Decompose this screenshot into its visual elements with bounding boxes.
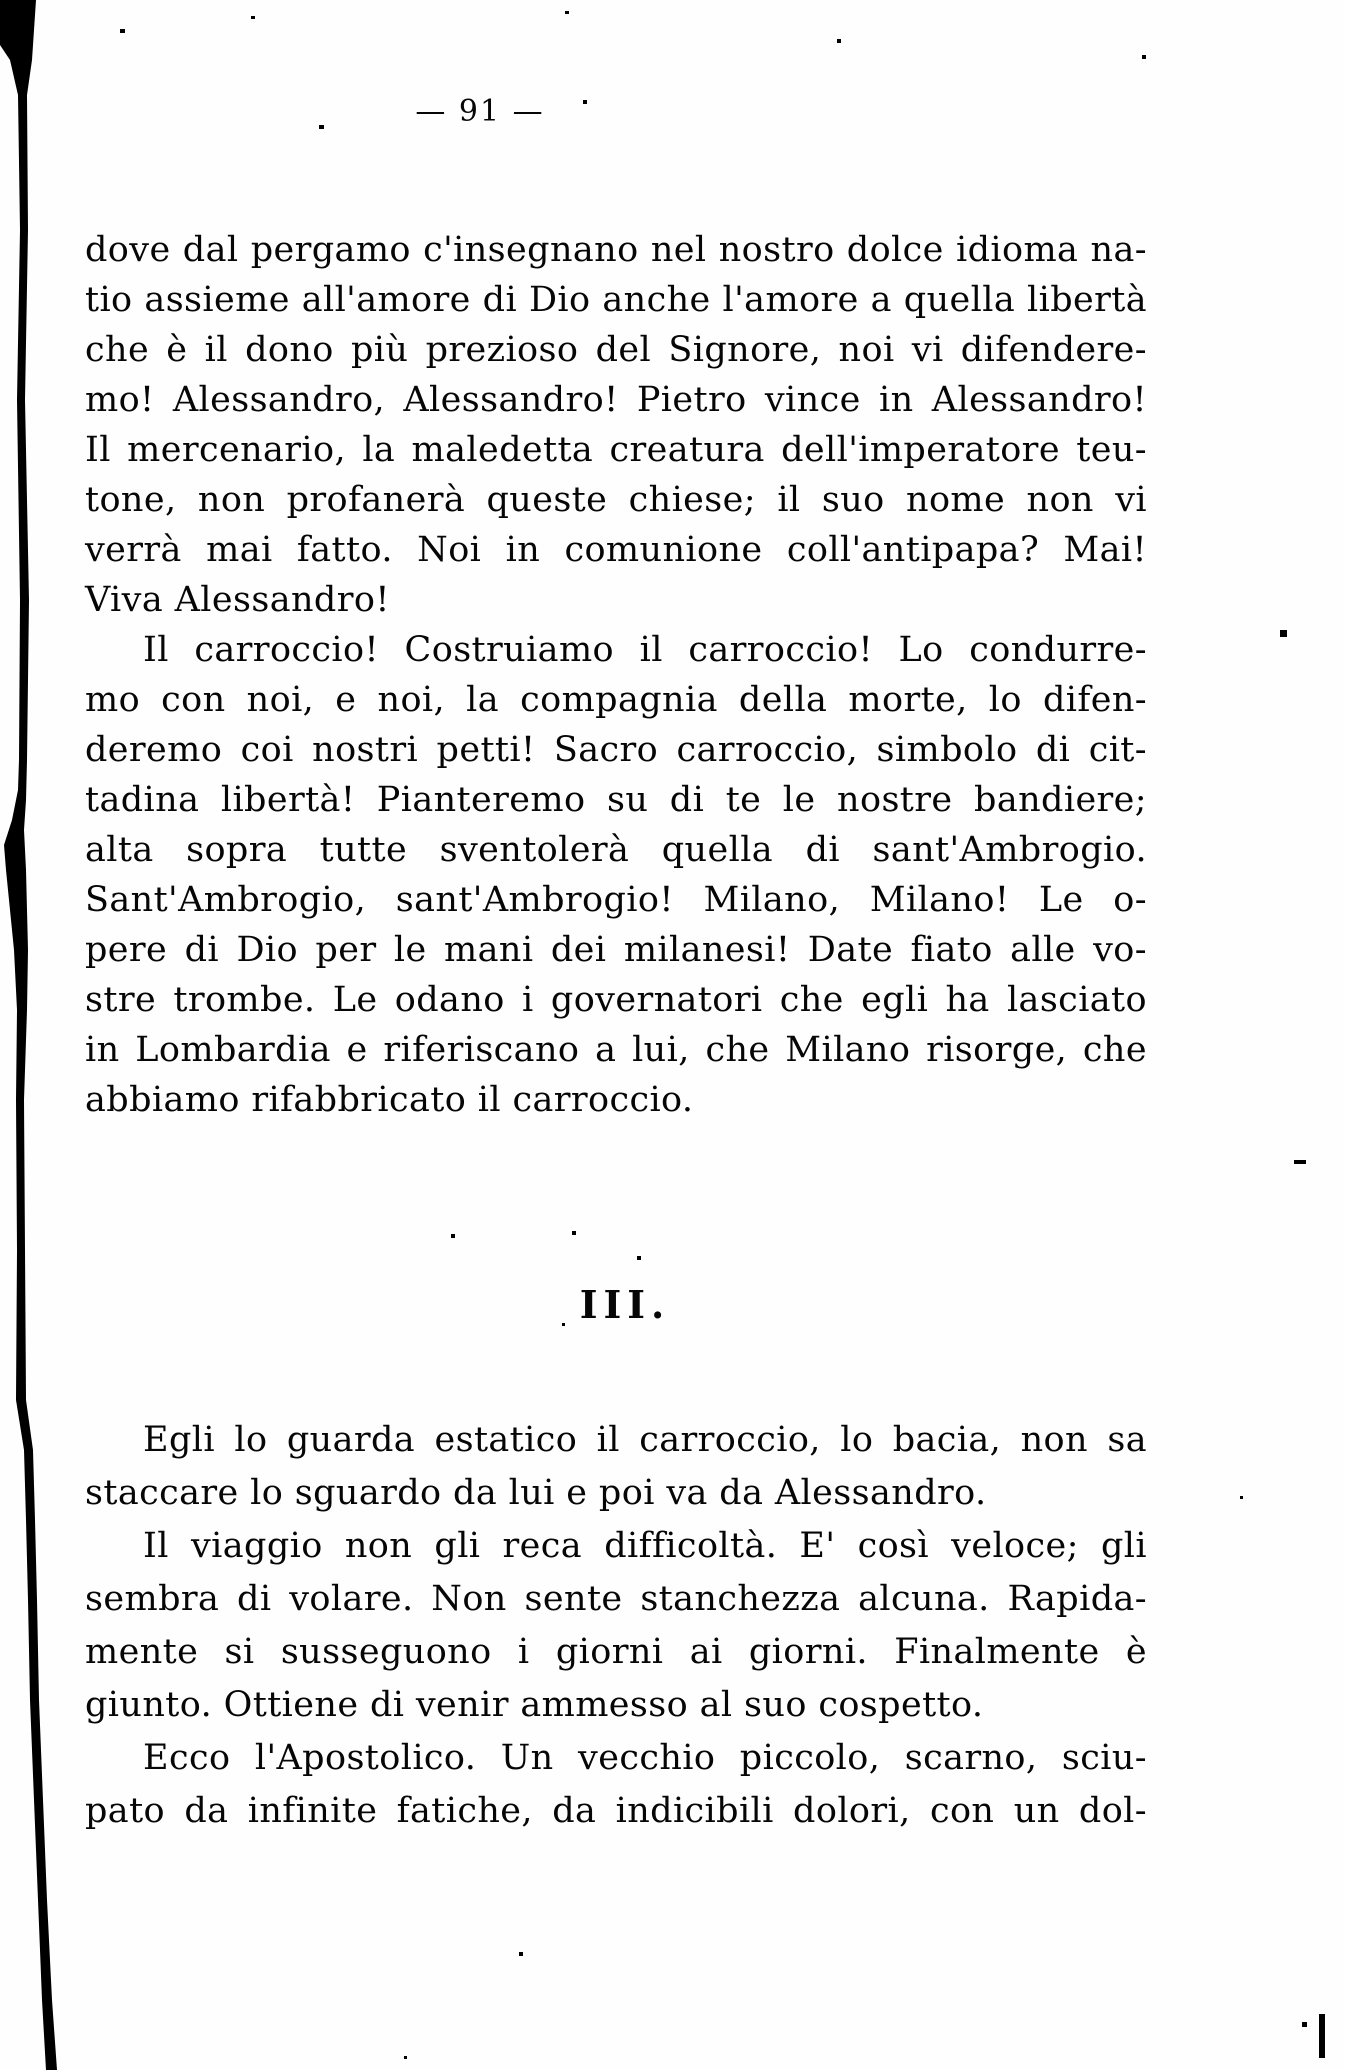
- text-line: mo con noi, e noi, la compagnia della morte, lo difen-: [85, 680, 1147, 720]
- text-line: tio assieme all'amore di Dio anche l'amore a quella libertà: [85, 280, 1147, 320]
- text-line: alta sopra tutte sventolerà quella di sant'Ambrogio.: [85, 830, 1147, 870]
- scan-speck: [1294, 1160, 1306, 1164]
- text-line: verrà mai fatto. Noi in comunione coll'antipapa? Mai!: [85, 530, 1147, 570]
- text-line: Viva Alessandro!: [85, 580, 390, 620]
- scan-speck: [583, 100, 587, 104]
- text-line: in Lombardia e riferiscano a lui, che Milano risorge, che: [85, 1030, 1147, 1070]
- text-line: giunto. Ottiene di venir ammesso al suo cospetto.: [85, 1685, 984, 1725]
- scan-speck: [319, 125, 324, 129]
- scan-speck: [1142, 55, 1146, 59]
- text-line: tone, non profanerà queste chiese; il suo nome non vi: [85, 480, 1147, 520]
- text-line: abbiamo rifabbricato il carroccio.: [85, 1080, 694, 1120]
- text-line: pere di Dio per le mani dei milanesi! Date fiato alle vo-: [85, 930, 1147, 970]
- scan-speck: [404, 2056, 407, 2059]
- scan-speck: [637, 1256, 641, 1260]
- paragraph-block-2: [85, 1418, 1147, 1842]
- scan-speck: [120, 29, 125, 33]
- scan-speck: [572, 1231, 576, 1235]
- text-line: sembra di volare. Non sente stanchezza alcuna. Rapida-: [85, 1579, 1147, 1619]
- text-line: stre trombe. Le odano i governatori che egli ha lasciato: [85, 980, 1147, 1020]
- text-line: mo! Alessandro, Alessandro! Pietro vince in Alessandro!: [85, 380, 1147, 420]
- text-line: deremo coi nostri petti! Sacro carroccio, simbolo di cit-: [85, 730, 1147, 770]
- scan-speck: [251, 16, 255, 19]
- scan-speck: [1319, 2014, 1325, 2058]
- text-line: mente si susseguono i giorni ai giorni. Finalmente è: [85, 1632, 1147, 1672]
- text-line: Ecco l'Apostolico. Un vecchio piccolo, scarno, sciu-: [143, 1738, 1147, 1778]
- scan-speck: [565, 11, 569, 14]
- text-line: che è il dono più prezioso del Signore, noi vi difendere-: [85, 330, 1147, 370]
- text-line: Il viaggio non gli reca difficoltà. E' così veloce; gli: [143, 1526, 1147, 1566]
- text-line: Sant'Ambrogio, sant'Ambrogio! Milano, Milano! Le o-: [85, 880, 1147, 920]
- page-number: — 91 —: [415, 94, 545, 129]
- scan-artifact-spine: [0, 0, 60, 2070]
- text-line: dove dal pergamo c'insegnano nel nostro dolce idioma na-: [85, 230, 1147, 270]
- scan-speck: [1280, 630, 1287, 637]
- text-line: Il mercenario, la maledetta creatura dell'imperatore teu-: [85, 430, 1147, 470]
- scan-speck: [519, 1952, 523, 1956]
- text-line: staccare lo sguardo da lui e poi va da Alessandro.: [85, 1473, 987, 1513]
- text-line: Il carroccio! Costruiamo il carroccio! Lo condurre-: [143, 630, 1147, 670]
- scan-speck: [451, 1234, 455, 1238]
- paragraph-block-1: [85, 228, 1147, 1128]
- scan-speck: [1302, 2022, 1307, 2027]
- section-heading: III.: [579, 1282, 671, 1327]
- scan-speck: [837, 39, 841, 43]
- text-line: tadina libertà! Pianteremo su di te le nostre bandiere;: [85, 780, 1147, 820]
- text-line: Egli lo guarda estatico il carroccio, lo bacia, non sa: [143, 1420, 1147, 1460]
- scan-speck: [1240, 1496, 1243, 1499]
- text-line: pato da infinite fatiche, da indicibili dolori, con un dol-: [85, 1791, 1147, 1831]
